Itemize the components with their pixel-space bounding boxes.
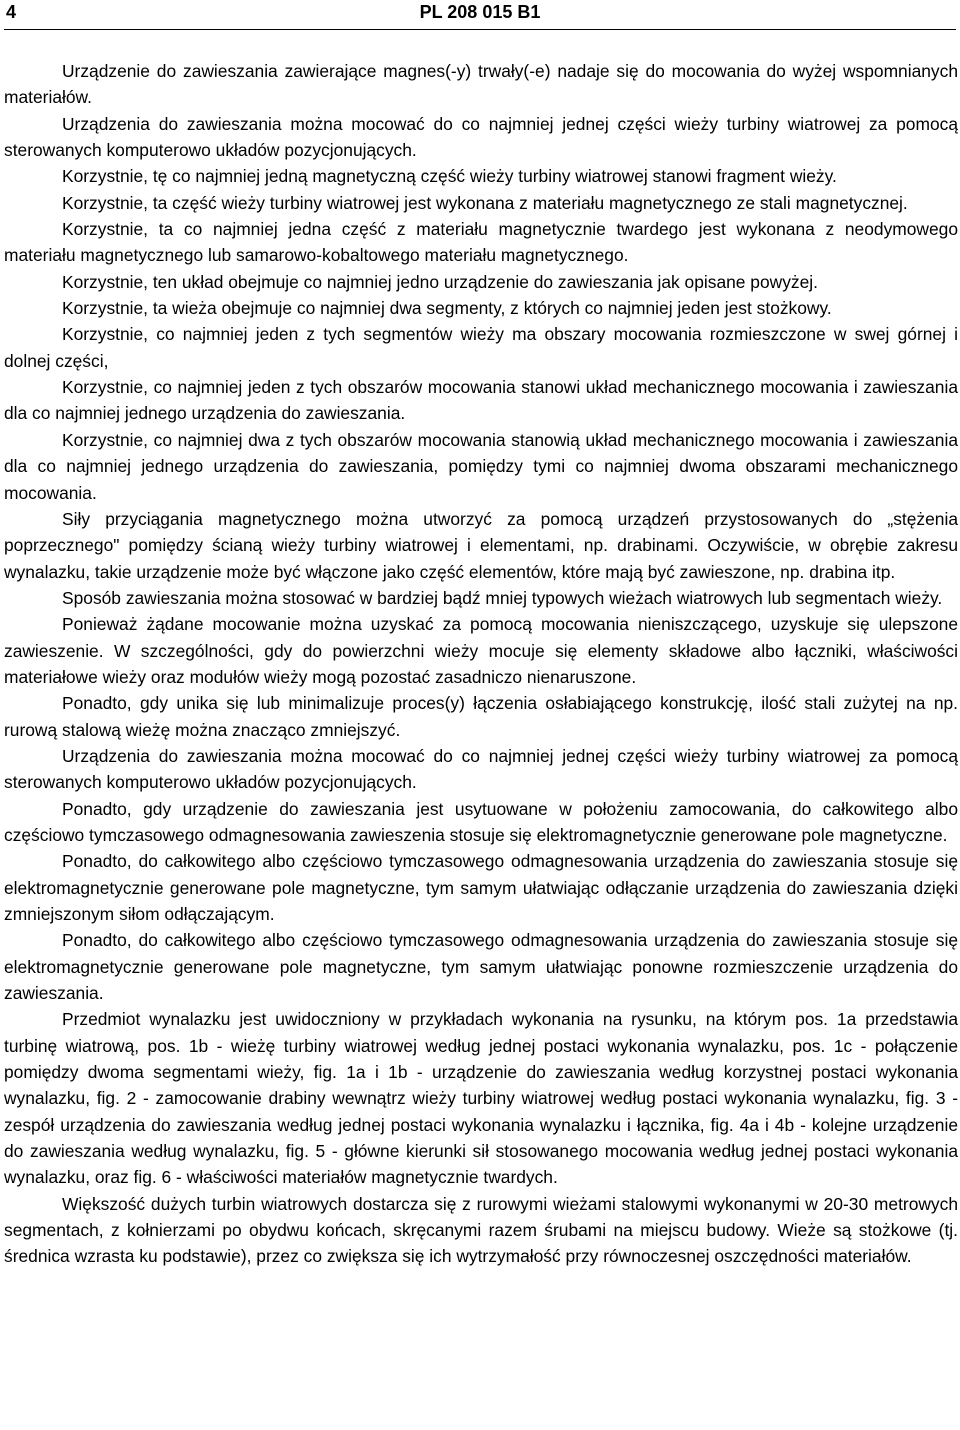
document-id: PL 208 015 B1	[419, 2, 541, 22]
paragraph: Urządzenia do zawieszania można mocować do co najmniej jednej części wieży turbiny wiatrowej za pomocą sterowanych komputerowo układów pozycjonujących.	[4, 745, 958, 793]
paragraph: Korzystnie, ta co najmniej jedna część z materiału magnetycznie twardego jest wykonana z neodymowego materiału magnetycznego lub samarowo-kobaltowego materiału magnetycznego.	[4, 219, 958, 266]
paragraph: Urządzenie do zawieszania zawierające magnes(-y) trwały(-e) nadaje się do mocowania do wyżej wspomnianych materiałów.	[4, 61, 958, 108]
paragraph: Korzystnie, ten układ obejmuje co najmniej jedno urządzenie do zawieszania jak opisane powyżej.	[62, 271, 818, 292]
paragraph: Korzystnie, ta wieża obejmuje co najmniej dwa segmenty, z których co najmniej jeden jest stożkowy.	[62, 298, 832, 319]
paragraph: Ponadto, gdy unika się lub minimalizuje proces(y) łączenia osłabiającego konstrukcję, ilość stali zużytej na np. rurową stalową wieżę można znacząco zmniejszyć.	[4, 693, 958, 740]
paragraph: Sposób zawieszania można stosować w bardziej bądź mniej typowych wieżach wiatrowych lub segmentach wieży.	[62, 587, 943, 608]
paragraph: Korzystnie, co najmniej jeden z tych obszarów mocowania stanowi układ mechanicznego mocowania i zawieszania dla co najmniej jednego urządzenia do zawieszania.	[4, 377, 958, 424]
header-rule	[4, 29, 956, 30]
paragraph: Korzystnie, co najmniej dwa z tych obszarów mocowania stanowią układ mechanicznego mocowania i zawieszania dla co najmniej jednego urządzenia do zawieszania, pomiędzy tymi co najmniej dwoma obszarami mechanicznego mocowania.	[4, 429, 958, 503]
paragraph: Większość dużych turbin wiatrowych dostarcza się z rurowymi wieżami stalowymi wykonanymi w 20-30 metrowych segmentach, z kołnierzami po obydwu końcach, skręcanymi razem śrubami na miejscu budowy. Wieże są stożkowe (tj. średnica wzrasta ku podstawie), przez co zwiększa się ich wytrzymałość przy równoczesnej oszczędności materiałów.	[4, 1193, 958, 1267]
paragraph: Ponieważ żądane mocowanie można uzyskać za pomocą mocowania nieniszczącego, uzyskuje się ulepszone zawieszenie. W szczególności, gdy do powierzchni wieży mocuje się elementy składowe albo łączniki, właściwości materiałowe wieży oraz modułów wieży mogą pozostać zasadniczo nienaruszone.	[4, 614, 958, 687]
paragraph: Siły przyciągania magnetycznego można utworzyć za pomocą urządzeń przystosowanych do „stężenia poprzecznego" pomiędzy ścianą wieży turbiny wiatrowej i elementami, np. drabinami. Oczywiście, w obrębie zakresu wynalazku, takie urządzenie może być włączone jako część elementów, które mają być zawieszone, np. drabina itp.	[4, 508, 958, 582]
paragraph: Przedmiot wynalazku jest uwidoczniony w przykładach wykonania na rysunku, na którym pos. 1a przedstawia turbinę wiatrową, pos. 1b - wieżę turbiny wiatrowej według jednej postaci wykonania wynalazku, pos. 1c - połączenie pomiędzy dwoma segmentami wieży, fig. 1a i 1b - urządzenie do zawieszania według korzystnej postaci wykonania wynalazku, fig. 2 - zamocowanie drabiny wewnątrz wieży turbiny wiatrowej według postaci wykonania wynalazku, fig. 3 - zespół urządzenia do zawieszania według jednej postaci wykonania wynalazku i łącznika, fig. 4a i 4b - kolejne urządzenie do zawieszania według wynalazku, fig. 5 - główne kierunki sił stosowanego mocowania według jednej postaci wykonania wynalazku, oraz fig. 6 - właściwości materiałów magnetycznie twardych.	[4, 1009, 958, 1188]
page-number: 4	[6, 2, 17, 22]
paragraph: Korzystnie, tę co najmniej jedną magnetyczną część wieży turbiny wiatrowej stanowi fragment wieży.	[62, 166, 837, 187]
paragraph: Ponadto, gdy urządzenie do zawieszania jest usytuowane w położeniu zamocowania, do całkowitego albo częściowo tymczasowego odmagnesowania zawieszenia stosuje się elektromagnetycznie generowane pole magnetyczne.	[4, 798, 958, 845]
document-body	[4, 58, 958, 1270]
paragraph: Korzystnie, ta część wieży turbiny wiatrowej jest wykonana z materiału magnetycznego ze stali magnetycznej.	[62, 192, 908, 213]
paragraph: Urządzenia do zawieszania można mocować do co najmniej jednej części wieży turbiny wiatrowej za pomocą sterowanych komputerowo układów pozycjonujących.	[4, 113, 958, 161]
paragraph: Ponadto, do całkowitego albo częściowo tymczasowego odmagnesowania urządzenia do zawieszania stosuje się elektromagnetycznie generowane pole magnetyczne, tym samym ułatwiając ponowne rozmieszczenie urządzenia do zawieszania.	[4, 930, 958, 1004]
page-header	[0, 0, 960, 30]
paragraph: Korzystnie, co najmniej jeden z tych segmentów wieży ma obszary mocowania rozmieszczone w swej górnej i dolnej części,	[4, 324, 958, 371]
paragraph: Ponadto, do całkowitego albo częściowo tymczasowego odmagnesowania urządzenia do zawieszania stosuje się elektromagnetycznie generowane pole magnetyczne, tym samym ułatwiając odłączanie urządzenia do zawieszania dzięki zmniejszonym siłom odłączającym.	[4, 851, 958, 924]
